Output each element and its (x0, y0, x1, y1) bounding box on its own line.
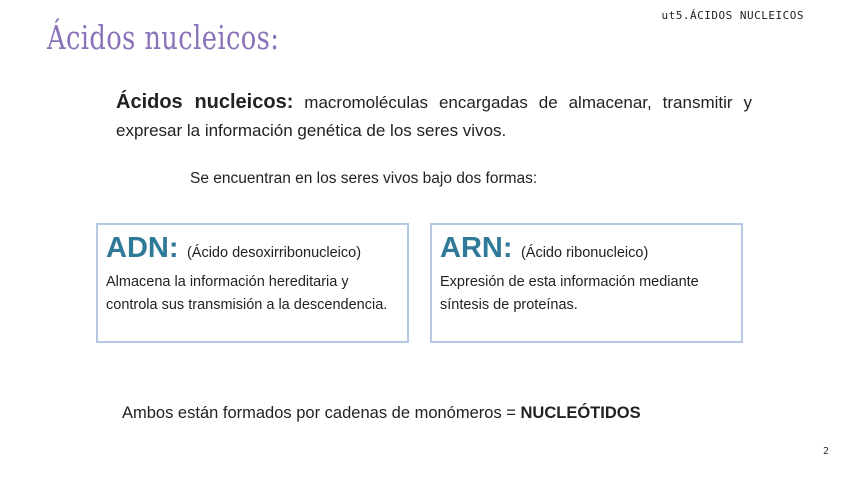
arn-description: Expresión de esta información mediante síntesis de proteínas. (440, 274, 699, 313)
conclusion (122, 404, 641, 423)
definition-term: Ácidos nucleicos: (116, 91, 294, 113)
adn-card-header (106, 231, 399, 270)
intro-text: Se encuentran en los seres vivos bajo dos formas: (190, 170, 538, 187)
adn-card (96, 223, 409, 343)
adn-acronym: ADN: (106, 232, 179, 264)
definition-paragraph (116, 88, 752, 145)
header-tag: ut5.ÁCIDOS NUCLEICOS (661, 9, 804, 22)
conclusion-text: Ambos están formados por cadenas de monómeros = (122, 404, 521, 422)
arn-card (430, 223, 743, 343)
adn-full-name: (Ácido desoxirribonucleico) (186, 245, 362, 261)
slide-title: Ácidos nucleicos: (47, 18, 280, 57)
conclusion-highlight: NUCLEÓTIDOS (520, 404, 641, 422)
arn-full-name: (Ácido ribonucleico) (520, 245, 649, 261)
arn-acronym: ARN: (440, 232, 513, 264)
definition-text: macromoléculas encargadas de almacenar, transmitir y expresar la información genética de los seres vivos. (116, 93, 752, 140)
adn-description: Almacena la información hereditaria y controla sus transmisión a la descendencia. (106, 274, 388, 313)
arn-card-header (440, 231, 733, 270)
page-number: 2 (822, 446, 829, 457)
